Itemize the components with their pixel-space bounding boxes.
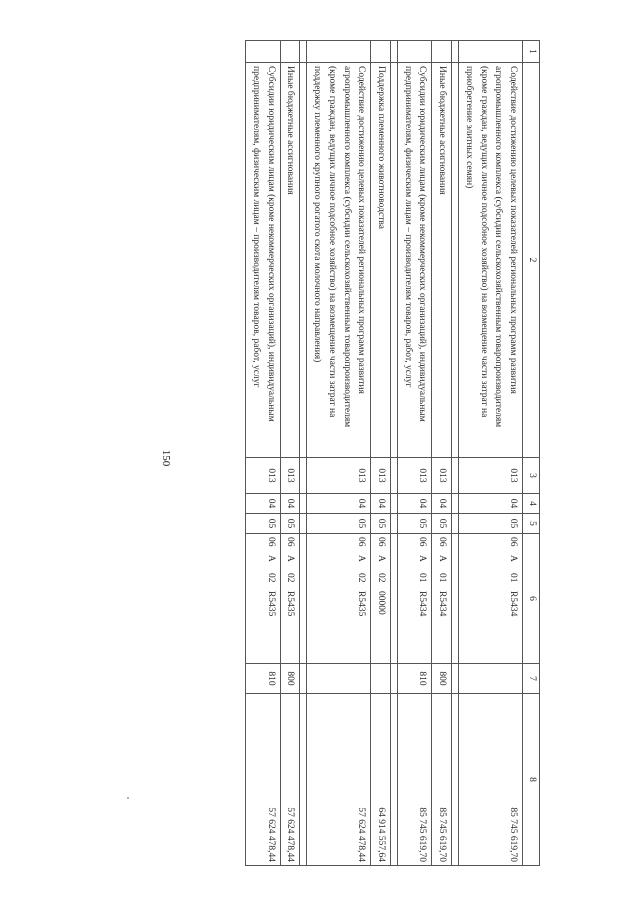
cell-amount: 85 745 619,70	[432, 694, 452, 866]
cell-target-code	[280, 534, 300, 664]
table-row	[459, 41, 523, 866]
cell-section: 04	[397, 494, 431, 514]
cell-amount: 64 914 557,64	[371, 694, 391, 866]
cell-ministry: 013	[280, 458, 300, 494]
cell-index	[371, 41, 391, 63]
column-header: 3	[523, 458, 540, 494]
cell-name: Субсидии юридическим лицам (кроме некоммерческих организаций), индивидуальным предпринимателям, физическим лицам – производителям товаров, работ, услуг	[246, 63, 280, 458]
separator-cell	[452, 63, 459, 458]
cell-name: Субсидии юридическим лицам (кроме некоммерческих организаций), индивидуальным предпринимателям, физическим лицам – производителям товаров, работ, услуг	[397, 63, 431, 458]
code-part: А	[285, 555, 296, 562]
cell-subsection: 05	[246, 514, 280, 534]
cell-subsection: 05	[371, 514, 391, 534]
code-part: 06	[437, 537, 448, 547]
table-row	[432, 41, 452, 866]
table-row	[307, 41, 371, 866]
code-part: R5435	[285, 591, 296, 617]
cell-index	[280, 41, 300, 63]
page-number: 150	[160, 449, 172, 467]
code-part: 06	[285, 537, 296, 547]
code-part: 01	[417, 573, 428, 583]
code-part: 02	[285, 573, 296, 583]
cell-section: 04	[459, 494, 523, 514]
scan-speck	[127, 797, 129, 799]
cell-name: Иные бюджетные ассигнования	[280, 63, 300, 458]
code-part: А	[265, 555, 276, 562]
separator-cell	[300, 664, 307, 694]
separator-row	[452, 41, 459, 866]
code-part: R5434	[437, 591, 448, 617]
separator-cell	[390, 41, 397, 63]
separator-cell	[390, 664, 397, 694]
separator-cell	[390, 63, 397, 458]
cell-amount: 57 624 478,44	[280, 694, 300, 866]
cell-expense-type	[307, 664, 371, 694]
cell-index	[432, 41, 452, 63]
separator-cell	[452, 534, 459, 664]
column-header: 2	[523, 63, 540, 458]
separator-row	[300, 41, 307, 866]
cell-ministry: 013	[432, 458, 452, 494]
cell-amount: 57 624 478,44	[307, 694, 371, 866]
separator-cell	[452, 514, 459, 534]
cell-subsection: 05	[397, 514, 431, 534]
cell-section: 04	[432, 494, 452, 514]
cell-ministry: 013	[307, 458, 371, 494]
cell-expense-type: 800	[280, 664, 300, 694]
separator-cell	[452, 664, 459, 694]
table-row	[397, 41, 431, 866]
cell-amount: 85 745 619,70	[459, 694, 523, 866]
cell-section: 04	[246, 494, 280, 514]
cell-name: Содействие достижению целевых показателей региональных программ развития агропромышленного комплекса (субсидии сельскохозяйственным товаропроизводителям (кроме граждан, ведущих личное подсобное хозяйство) на возмещение части затрат на приобретение элитных семян)	[459, 63, 523, 458]
cell-name: Содействие достижению целевых показателей региональных программ развития агропромышленного комплекса (субсидии сельскохозяйственным товаропроизводителям (кроме граждан, ведущих личное подсобное хозяйство) на возмещение части затрат на поддержку племенного крупного рогатого скота молочного направления)	[307, 63, 371, 458]
code-part: 01	[437, 573, 448, 583]
code-part: 00000	[375, 591, 386, 615]
cell-subsection: 05	[307, 514, 371, 534]
code-part: 06	[508, 537, 518, 547]
cell-index	[459, 41, 523, 63]
column-header: 5	[523, 514, 540, 534]
cell-target-code	[371, 534, 391, 664]
separator-cell	[300, 694, 307, 866]
separator-cell	[452, 494, 459, 514]
header-row	[523, 41, 540, 866]
code-part: 06	[375, 537, 386, 547]
cell-section: 04	[280, 494, 300, 514]
cell-ministry: 013	[246, 458, 280, 494]
code-part: R5435	[356, 591, 367, 617]
separator-cell	[452, 694, 459, 866]
cell-ministry: 013	[371, 458, 391, 494]
separator-cell	[300, 63, 307, 458]
separator-cell	[390, 514, 397, 534]
separator-cell	[390, 458, 397, 494]
table-row	[246, 41, 280, 866]
code-part: R5434	[417, 591, 428, 617]
separator-cell	[390, 494, 397, 514]
column-header: 1	[523, 41, 540, 63]
separator-cell	[300, 41, 307, 63]
separator-cell	[300, 458, 307, 494]
separator-cell	[300, 494, 307, 514]
cell-subsection: 05	[432, 514, 452, 534]
separator-cell	[300, 514, 307, 534]
cell-section: 04	[307, 494, 371, 514]
separator-cell	[390, 694, 397, 866]
code-part: А	[417, 555, 428, 562]
cell-name: Иные бюджетные ассигнования	[432, 63, 452, 458]
cell-ministry: 013	[397, 458, 431, 494]
column-header: 8	[523, 694, 540, 866]
code-part: 02	[375, 573, 386, 583]
code-part: А	[508, 555, 518, 562]
cell-section: 04	[371, 494, 391, 514]
cell-target-code	[246, 534, 280, 664]
cell-target-code	[397, 534, 431, 664]
separator-cell	[390, 534, 397, 664]
code-part: 06	[356, 537, 367, 547]
cell-amount: 85 745 619,70	[397, 694, 431, 866]
code-part: 02	[265, 573, 276, 583]
code-part: 06	[417, 537, 428, 547]
column-header: 7	[523, 664, 540, 694]
separator-cell	[300, 534, 307, 664]
cell-expense-type: 810	[397, 664, 431, 694]
table-row	[280, 41, 300, 866]
column-header: 4	[523, 494, 540, 514]
code-part: 06	[265, 537, 276, 547]
cell-expense-type	[371, 664, 391, 694]
code-part: А	[375, 555, 386, 562]
cell-amount: 57 624 478,44	[246, 694, 280, 866]
cell-index	[307, 41, 371, 63]
cell-target-code	[459, 534, 523, 664]
code-part: А	[356, 555, 367, 562]
budget-table	[245, 40, 540, 866]
cell-ministry: 013	[459, 458, 523, 494]
code-part: А	[437, 555, 448, 562]
code-part: 01	[508, 573, 518, 583]
cell-subsection: 05	[459, 514, 523, 534]
cell-expense-type: 800	[432, 664, 452, 694]
cell-target-code	[307, 534, 371, 664]
cell-subsection: 05	[280, 514, 300, 534]
separator-cell	[452, 41, 459, 63]
cell-expense-type: 810	[246, 664, 280, 694]
separator-cell	[452, 458, 459, 494]
code-part: R5434	[508, 591, 518, 617]
cell-expense-type	[459, 664, 523, 694]
cell-index	[397, 41, 431, 63]
table-row	[371, 41, 391, 866]
cell-name: Поддержка племенного животноводства	[371, 63, 391, 458]
code-part: R5435	[265, 591, 276, 617]
separator-row	[390, 41, 397, 866]
cell-index	[246, 41, 280, 63]
column-header: 6	[523, 534, 540, 664]
code-part: 02	[356, 573, 367, 583]
cell-target-code	[432, 534, 452, 664]
